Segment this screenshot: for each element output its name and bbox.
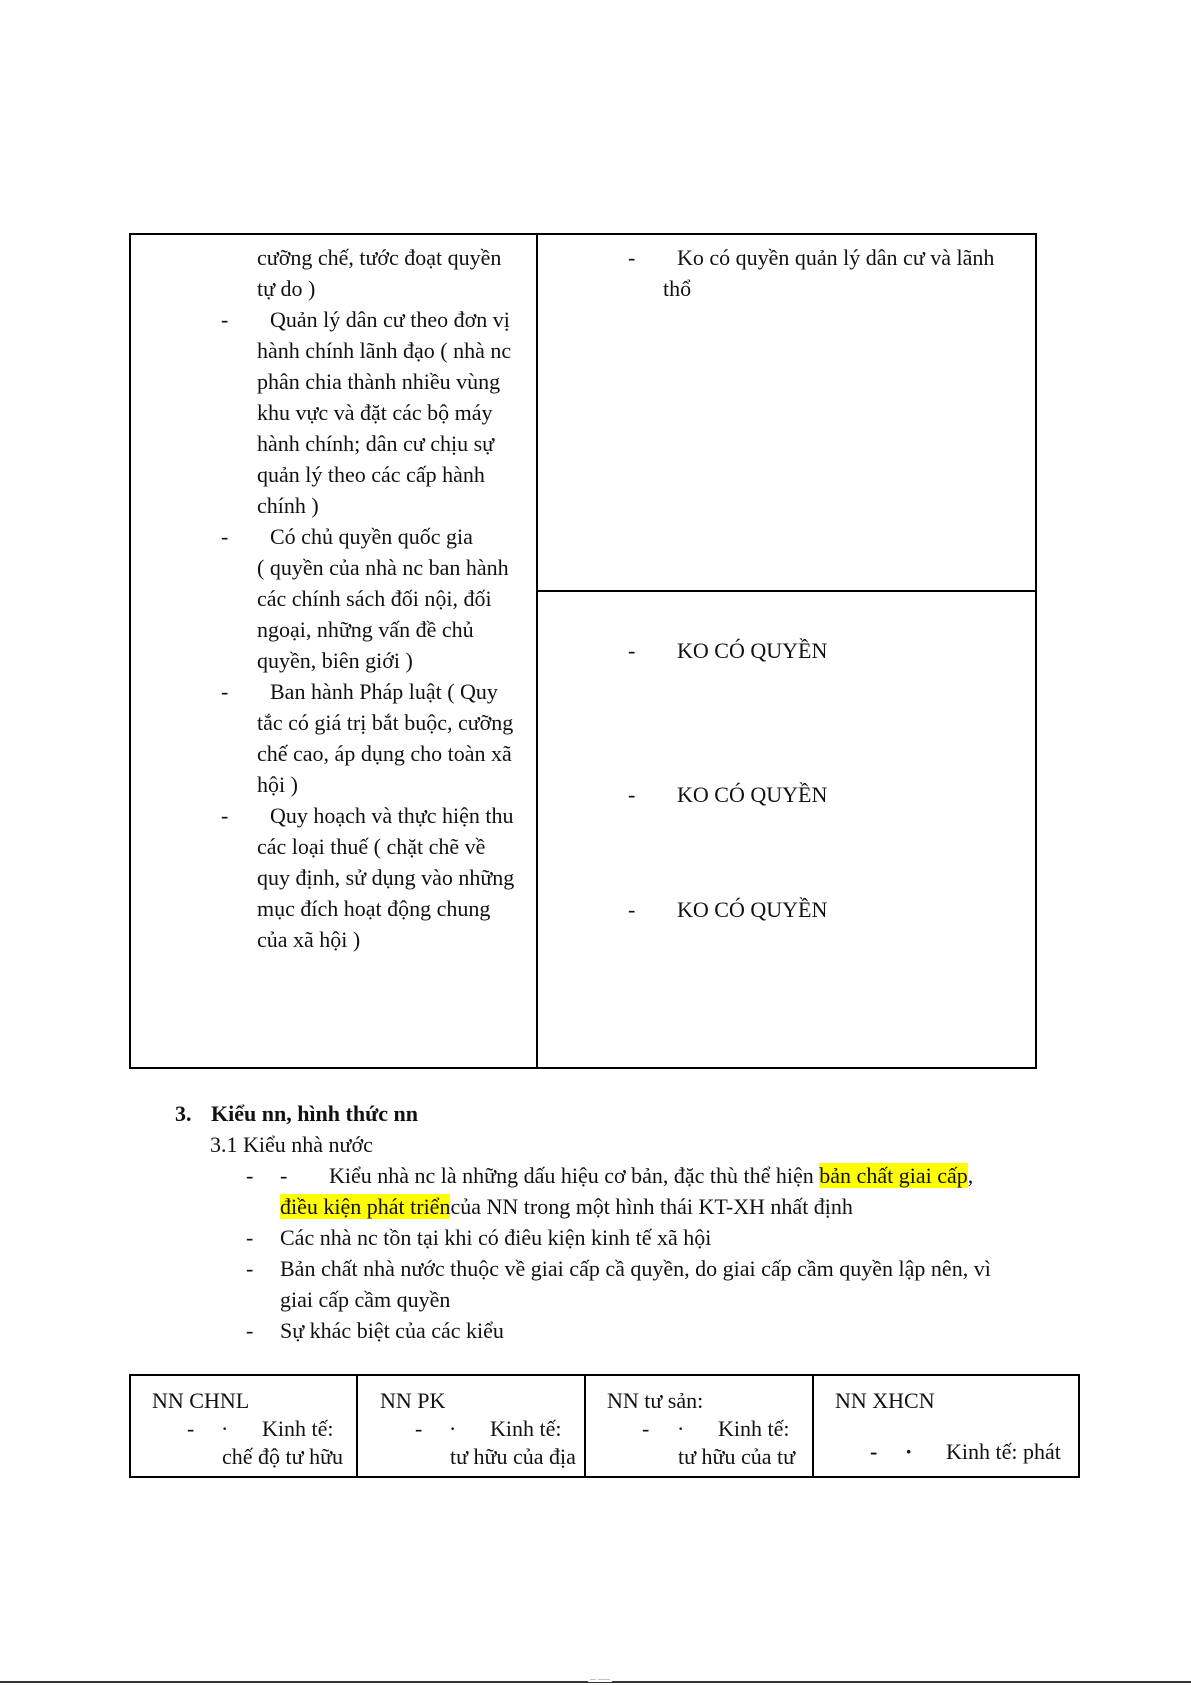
dash-bullet: - [628, 638, 636, 663]
dash-bullet: - [628, 897, 636, 922]
dash-bullet: - [246, 1318, 254, 1343]
text-line: ( quyền của nhà nc ban hành [257, 555, 509, 580]
dash-bullet: - [246, 1225, 254, 1250]
text-line: khu vực và đặt các bộ máy [257, 400, 493, 425]
bullet-line [329, 1160, 973, 1191]
text-line: Ko có quyền quản lý dân cư và lãnh [677, 245, 995, 270]
text-line: ngoại, những vấn đề chủ [257, 617, 474, 642]
text-line: thổ [663, 276, 692, 301]
text-line: quyền, biên giới ) [257, 648, 413, 673]
dot-bullet: · [677, 1416, 685, 1441]
col-divider [584, 1374, 586, 1478]
text-line: phân chia thành nhiều vùng [257, 369, 501, 394]
text-line: quy định, sử dụng vào những [257, 865, 515, 890]
text-line: cưỡng chế, tước đoạt quyền [257, 245, 502, 270]
text-line: Ban hành Pháp luật ( Quy [270, 679, 498, 704]
dash-bullet: - [628, 782, 636, 807]
dash-bullet: - [187, 1416, 195, 1441]
dash-bullet: - [221, 803, 229, 828]
dot-bullet: · [905, 1439, 913, 1464]
col-header: NN PK [380, 1388, 446, 1413]
cell-text: tư hữu của tư [678, 1444, 796, 1469]
dash-bullet: - [221, 679, 229, 704]
col-divider [812, 1374, 814, 1478]
col-header: NN tư sản: [607, 1388, 704, 1413]
dot-bullet: · [221, 1416, 229, 1441]
bullet-line: giai cấp cầm quyền [280, 1287, 451, 1312]
cell-text: tư hữu của địa [450, 1444, 576, 1469]
text-line: tắc có giá trị bắt buộc, cưỡng [257, 710, 514, 735]
cell-text: Kinh tế: [490, 1416, 562, 1441]
dash-bullet: - [221, 307, 229, 332]
text-line: quản lý theo các cấp hành [257, 462, 485, 487]
table-top-col-divider [536, 233, 538, 1069]
highlight-text: điều kiện phát triển [280, 1194, 451, 1219]
text-line: tự do ) [257, 276, 316, 301]
text-line: Quản lý dân cư theo đơn vị [270, 307, 510, 332]
bullet-line [280, 1191, 853, 1222]
cell-text: Kinh tế: [718, 1416, 790, 1441]
text-line: KO CÓ QUYỀN [677, 782, 828, 807]
text-line: KO CÓ QUYỀN [677, 638, 828, 663]
cell-text: Kinh tế: phát [946, 1439, 1061, 1464]
text-line: hội ) [257, 772, 298, 797]
text-line: các chính sách đối nội, đối [257, 586, 492, 611]
text-line: mục đích hoạt động chung [257, 896, 491, 921]
section-number: 3. [175, 1101, 192, 1126]
col-header: NN CHNL [152, 1388, 250, 1413]
text-line: Quy hoạch và thực hiện thu [270, 803, 514, 828]
text-line: các loại thuế ( chặt chẽ về [257, 834, 486, 859]
dash-bullet: - [870, 1439, 878, 1464]
dot-bullet: · [449, 1416, 457, 1441]
dash-bullet: - [642, 1416, 650, 1441]
dash-bullet: - [221, 524, 229, 549]
dash-bullet: - [246, 1256, 254, 1281]
subsection-title: 3.1 Kiểu nhà nước [210, 1132, 373, 1157]
text-line: của xã hội ) [257, 927, 361, 952]
bullet-line: Sự khác biệt của các kiểu [280, 1318, 504, 1343]
dash-bullet: - [246, 1163, 254, 1188]
col-header: NN XHCN [835, 1388, 935, 1413]
bullet-text: Kiểu nhà nc là những dấu hiệu cơ bản, đặc thù thể hiện [329, 1163, 820, 1188]
footer-fragment: ... ...... [590, 1673, 610, 1682]
text-line: hành chính lãnh đạo ( nhà nc [257, 338, 512, 363]
col-divider [356, 1374, 358, 1478]
dash-bullet: - [280, 1163, 288, 1188]
bullet-text: , [967, 1163, 974, 1188]
dash-bullet: - [415, 1416, 423, 1441]
bullet-text: của NN trong một hình thái KT-XH nhất định [450, 1194, 853, 1219]
text-line: chính ) [257, 493, 319, 518]
text-line: Có chủ quyền quốc gia [270, 524, 473, 549]
text-line: hành chính; dân cư chịu sự [257, 431, 495, 456]
cell-text: chế độ tư hữu [222, 1444, 343, 1469]
dash-bullet: - [628, 245, 636, 270]
cell-text: Kinh tế: [262, 1416, 334, 1441]
bullet-line: Bản chất nhà nước thuộc về giai cấp cầ quyền, do giai cấp cầm quyền lập nên, vì [280, 1256, 991, 1281]
section-title: Kiểu nn, hình thức nn [211, 1101, 419, 1126]
table-top-row-divider [536, 590, 1037, 592]
text-line: chế cao, áp dụng cho toàn xã [257, 741, 512, 766]
bullet-line: Các nhà nc tồn tại khi có điêu kiện kinh tế xã hội [280, 1225, 712, 1250]
text-line: KO CÓ QUYỀN [677, 897, 828, 922]
highlight-text: bản chất giai cấp [819, 1163, 968, 1188]
